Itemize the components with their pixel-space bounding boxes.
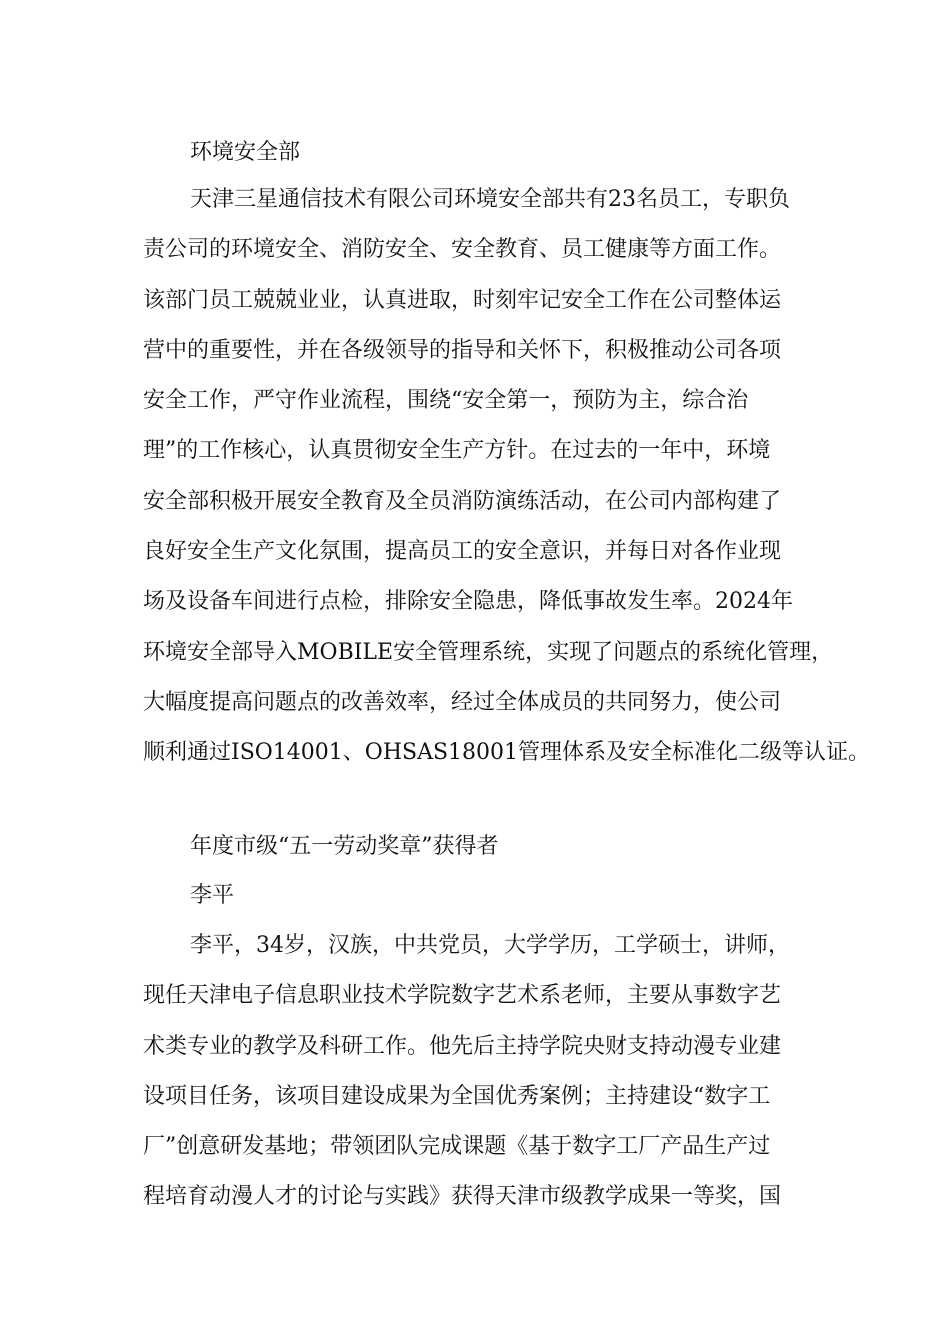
paragraph-line: 厂”创意研发基地；带领团队完成课题《基于数字工厂产品生产过 bbox=[143, 1134, 771, 1160]
paragraph-line: 李平，34岁，汉族，中共党员，大学学历，工学硕士，讲师， bbox=[190, 933, 790, 958]
paragraph-line: 现任天津电子信息职业技术学院数字艺术系老师，主要从事数字艺 bbox=[143, 983, 782, 1009]
paragraph-line: 该部门员工兢兢业业，认真进取，时刻牢记安全工作在公司整体运 bbox=[143, 287, 782, 313]
paragraph-line: 术类专业的教学及科研工作。他先后主持学院央财支持动漫专业建 bbox=[143, 1033, 782, 1059]
paragraph-line: 环境安全部导入MOBILE安全管理系统，实现了问题点的系统化管理， bbox=[143, 639, 834, 665]
section-body-environment-safety bbox=[143, 186, 871, 790]
paragraph-line: 理”的工作核心，认真贯彻安全生产方针。在过去的一年中，环境 bbox=[143, 438, 771, 464]
section-body-awardee bbox=[143, 932, 823, 1234]
paragraph-line: 场及设备车间进行点检，排除安全隐患，降低事故发生率。2024年 bbox=[143, 589, 793, 615]
paragraph-line: 责公司的环境安全、消防安全、安全教育、员工健康等方面工作。 bbox=[143, 237, 782, 263]
section-title-environment-safety: 环境安全部 bbox=[190, 140, 301, 165]
paragraph-line: 安全部积极开展安全教育及全员消防演练活动，在公司内部构建了 bbox=[143, 488, 782, 514]
section-title-may-day-medal: 年度市级“五一劳动奖章”获得者 bbox=[190, 834, 499, 859]
paragraph-line: 营中的重要性，并在各级领导的指导和关怀下，积极推动公司各项 bbox=[143, 337, 782, 363]
paragraph-line: 设项目任务，该项目建设成果为全国优秀案例；主持建设“数字工 bbox=[143, 1083, 771, 1109]
awardee-name: 李平 bbox=[190, 883, 235, 908]
paragraph-line: 大幅度提高问题点的改善效率，经过全体成员的共同努力，使公司 bbox=[143, 689, 782, 715]
paragraph-line: 良好安全生产文化氛围，提高员工的安全意识，并每日对各作业现 bbox=[143, 539, 782, 565]
paragraph-line: 安全工作，严守作业流程，围绕“安全第一，预防为主，综合治 bbox=[143, 388, 749, 414]
paragraph-line: 程培育动漫人才的讨论与实践》获得天津市级教学成果一等奖，国 bbox=[143, 1184, 782, 1210]
paragraph-line: 顺利通过ISO14001、OHSAS18001管理体系及安全标准化二级等认证。 bbox=[143, 740, 871, 766]
paragraph-line: 天津三星通信技术有限公司环境安全部共有23名员工，专职负 bbox=[190, 187, 790, 212]
